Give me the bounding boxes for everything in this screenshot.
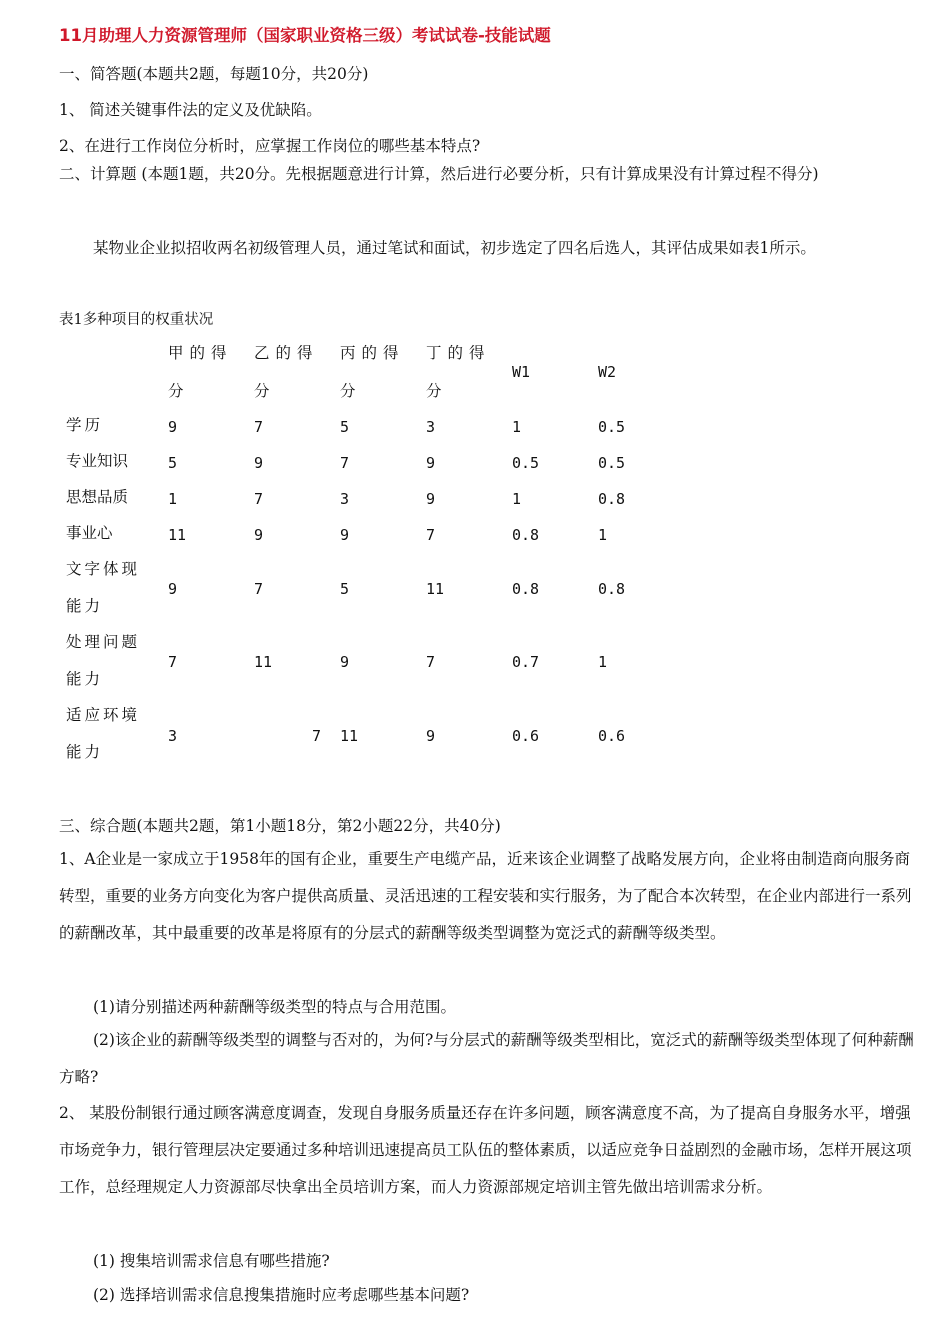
table-cell: 11: [340, 727, 359, 745]
section3-question-1-sub-2: (2)该企业的薪酬等级类型的调整与否对的，为何?与分层式的薪酬等级类型相比，宽泛式的薪酬等级类型体现了何种薪酬方略?: [59, 1031, 914, 1086]
table-cell: 0.6: [598, 727, 626, 745]
section1-question-1: 1、 简述关键事件法的定义及优缺陷。: [59, 101, 322, 119]
table-cell: 7: [254, 418, 264, 436]
section1-question-2: 2、在进行工作岗位分析时，应掌握工作岗位的哪些基本特点?: [59, 137, 481, 155]
table-cell: 0.6: [512, 727, 540, 745]
table-header-w2: W2: [598, 363, 617, 381]
table-cell: 0.8: [512, 526, 540, 544]
table-cell: 0.8: [598, 580, 626, 598]
table-cell: 5: [340, 580, 350, 598]
table-cell: 1: [168, 490, 178, 508]
page-title: 11月助理人力资源管理师（国家职业资格三级）考试试卷-技能试题: [59, 26, 551, 45]
table-cell: 9: [168, 418, 178, 436]
table-cell: 0.7: [512, 653, 540, 671]
table-row-label: 处理问题能力: [66, 633, 141, 688]
table-cell: 0.5: [598, 418, 626, 436]
table-cell: 7: [254, 490, 264, 508]
table-cell: 9: [340, 526, 350, 544]
table-cell: 9: [340, 653, 350, 671]
table-row-label: 适应环境能力: [66, 706, 141, 761]
section3-question-1: 1、A企业是一家成立于1958年的国有企业，重要生产电缆产品，近来该企业调整了战略发展方向，企业将由制造商向服务商转型，重要的业务方向变化为客户提供高质量、灵活迅速的工程安装和实行服务，为了配合本次转型，在企业内部进行一系列的薪酬改革，其中最重要的改革是将原有的分层式的薪酬等级类型调整为宽泛式的薪酬等级类型。: [59, 850, 912, 942]
table-cell: 0.5: [598, 454, 626, 472]
section2-heading: 二、计算题 (本题1题，共20分。先根据题意进行计算，然后进行必要分析，只有计算成果没有计算过程不得分): [59, 165, 819, 183]
table-row-label: 学历: [66, 416, 104, 434]
section3-heading: 三、综合题(本题共2题，第1小题18分，第2小题22分，共40分): [59, 817, 501, 835]
table-caption: 表1多种项目的权重状况: [59, 312, 214, 328]
table-cell: 9: [426, 727, 436, 745]
table-cell: 0.5: [512, 454, 540, 472]
table-cell: 3: [168, 727, 178, 745]
table-cell: 9: [254, 526, 264, 544]
table-header-jia: 甲的得分: [168, 344, 233, 400]
table-header-bing: 丙的得分: [340, 344, 405, 400]
table-cell: 1: [512, 490, 522, 508]
table-cell: 5: [340, 418, 350, 436]
table-row-label: 文字体现能力: [66, 560, 141, 615]
table-cell: 7: [426, 653, 436, 671]
section3-question-2-sub-2: (2) 选择培训需求信息搜集措施时应考虑哪些基本问题?: [93, 1286, 470, 1304]
section3-question-2-sub-1: (1) 搜集培训需求信息有哪些措施?: [93, 1252, 330, 1270]
table-cell: 7: [312, 727, 322, 745]
table-row-label: 思想品质: [66, 488, 129, 506]
table-cell: 9: [426, 454, 436, 472]
table-header-w1: W1: [512, 363, 531, 381]
table-cell: 11: [168, 526, 187, 544]
table-cell: 5: [168, 454, 178, 472]
table-row-label: 专业知识: [66, 452, 129, 470]
table-cell: 7: [254, 580, 264, 598]
table-cell: 11: [426, 580, 445, 598]
table-cell: 9: [426, 490, 436, 508]
table-cell: 11: [254, 653, 273, 671]
table-cell: 3: [340, 490, 350, 508]
table-cell: 9: [168, 580, 178, 598]
section2-intro: 某物业企业拟招收两名初级管理人员，通过笔试和面试，初步选定了四名后选人，其评估成果如表1所示。: [93, 239, 816, 257]
table-cell: 1: [512, 418, 522, 436]
table-header-yi: 乙的得分: [254, 344, 319, 400]
section3-question-2: 2、 某股份制银行通过顾客满意度调查，发现自身服务质量还存在许多问题，顾客满意度不高，为了提高自身服务水平，增强市场竞争力，银行管理层决定要通过多种培训迅速提高员工队伍的整体素质，以适应竞争日益剧烈的金融市场，怎样开展这项工作，总经理规定人力资源部尽快拿出全员培训方案，而人力资源部规定培训主管先做出培训需求分析。: [59, 1104, 912, 1196]
table-cell: 3: [426, 418, 436, 436]
section1-heading: 一、简答题(本题共2题，每题10分，共20分): [59, 65, 369, 83]
section3-question-1-sub-1: (1)请分别描述两种薪酬等级类型的特点与合用范围。: [93, 998, 456, 1016]
table-cell: 1: [598, 526, 608, 544]
table-row-label: 事业心: [66, 524, 113, 542]
table-cell: 0.8: [512, 580, 540, 598]
table-cell: 7: [426, 526, 436, 544]
table-cell: 7: [168, 653, 178, 671]
table-header-ding: 丁的得分: [426, 344, 491, 400]
table-cell: 0.8: [598, 490, 626, 508]
table-cell: 9: [254, 454, 264, 472]
table-cell: 7: [340, 454, 350, 472]
table-cell: 1: [598, 653, 608, 671]
